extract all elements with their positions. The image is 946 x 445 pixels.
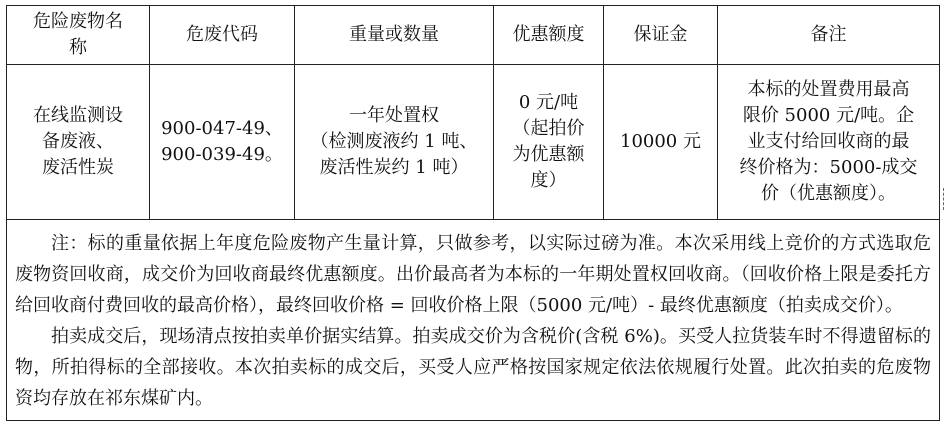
quantity-line-3: 废活性炭约 1 吨）	[319, 157, 469, 178]
header-deposit: 保证金	[604, 6, 718, 65]
waste-code-line-1: 900-047-49、	[161, 118, 283, 139]
cell-discount	[494, 65, 604, 220]
header-remark: 备注	[718, 6, 940, 65]
remark-line-3: 业支付给回收商的最	[747, 131, 910, 152]
cell-waste-name	[7, 65, 150, 220]
header-name-line-1: 危险废物名	[33, 11, 123, 32]
remark-line-2: 限价 5000 元/吨。企	[742, 105, 915, 126]
discount-line-1: 0 元/吨	[518, 92, 579, 113]
header-name-line-2: 称	[69, 37, 87, 58]
waste-name-line-3: 废活性炭	[42, 157, 114, 178]
note-paragraph-1: 注：标的重量依据上年度危险废物产生量计算，只做参考，以实际过磅为准。本次采用线上竞价的方式选取危废物资回收商，成交价为回收商最终优惠额度。出价最高者为本标的一年期处置权回收商。（回收价格上限是委托方给回收商付费回收的最高价格），最终回收价格 = 回收价格上限（5000 元/吨）- 最终优惠额度（拍卖成交价）。	[15, 233, 931, 316]
table-row	[7, 65, 940, 220]
cell-deposit: 10000 元	[604, 65, 718, 220]
remark-line-1: 本标的处置费用最高	[747, 79, 910, 100]
cell-waste-code	[150, 65, 295, 220]
quantity-line-1: 一年处置权	[349, 105, 439, 126]
quantity-line-2: （检测废液约 1 吨、	[310, 131, 478, 152]
remark-line-4: 终价格为：5000-成交	[739, 157, 918, 178]
remark-line-5: 价（优惠额度）。	[761, 183, 896, 204]
note-row	[7, 220, 940, 421]
hazardous-waste-table	[6, 5, 940, 421]
header-name	[7, 6, 150, 65]
discount-line-3: 为优惠额	[512, 144, 585, 165]
header-discount: 优惠额度	[494, 6, 604, 65]
waste-name-line-1: 在线监测设	[33, 105, 123, 126]
waste-code-line-2: 900-039-49。	[161, 144, 283, 165]
discount-line-4: 度）	[530, 170, 567, 191]
note-paragraph-2: 拍卖成交后，现场清点按拍卖单价据实结算。拍卖成交价为含税价(含税 6%)。买受人拉货装车时不得遗留标的物，所拍得标的全部接收。本次拍卖标的成交后，买受人应严格按国家规定依法依规履行处置。此次拍卖的危废物资均存放在祁东煤矿内。	[15, 326, 931, 409]
cell-remark	[718, 65, 940, 220]
header-row	[7, 6, 940, 65]
discount-line-2: （起拍价	[512, 118, 585, 139]
note-text	[7, 220, 939, 414]
note-cell	[7, 220, 940, 421]
header-code: 危废代码	[150, 6, 295, 65]
cell-quantity	[295, 65, 494, 220]
header-quantity: 重量或数量	[295, 6, 494, 65]
waste-name-line-2: 备废液、	[42, 131, 114, 152]
